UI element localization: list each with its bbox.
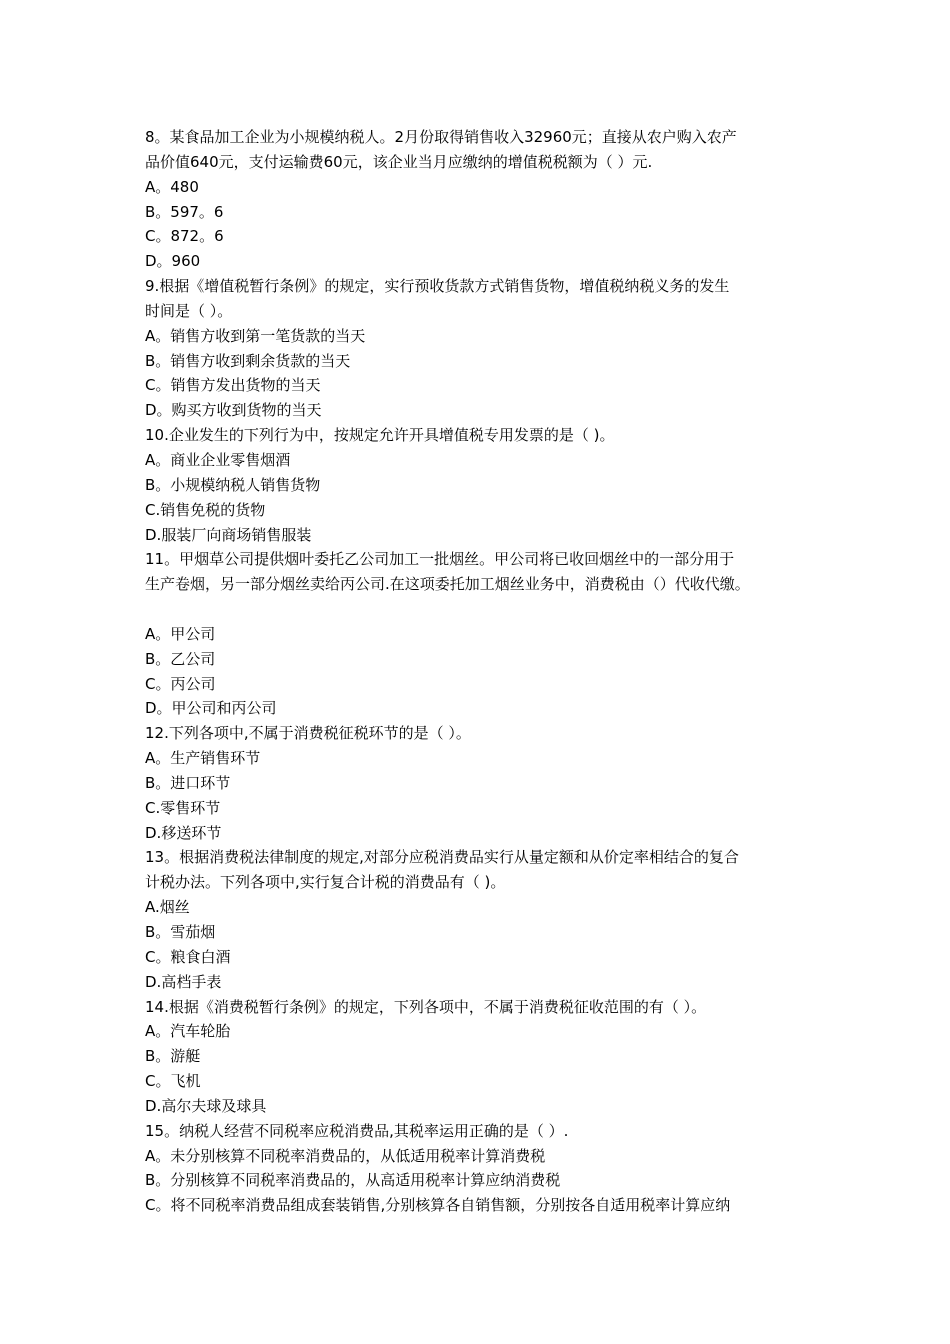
question-14-text: 14.根据《消费税暂行条例》的规定，下列各项中，不属于消费税征收范围的有（ ）。	[145, 997, 707, 1016]
question-10-text: 10.企业发生的下列行为中，按规定允许开具增值税专用发票的是（ )。	[145, 426, 615, 445]
question-13-text-line-1: 13。根据消费税法律制度的规定,对部分应税消费品实行从量定额和从价定率相结合的复合	[145, 848, 739, 867]
document-body	[145, 125, 825, 1218]
question-9-option-c: C。销售方发出货物的当天	[145, 376, 321, 395]
question-14-option-c: C。飞机	[145, 1072, 201, 1091]
question-9-option-d: D。购买方收到货物的当天	[145, 401, 322, 420]
question-8-option-b: B。597。6	[145, 202, 224, 221]
question-12-option-c: C.零售环节	[145, 798, 221, 817]
question-8-text-line-1: 8。某食品加工企业为小规模纳税人。2月份取得销售收入32960元；直接从农户购入农产	[145, 128, 737, 146]
question-12-option-d: D.移送环节	[145, 823, 222, 842]
question-15-option-a: A。未分别核算不同税率消费品的，从低适用税率计算消费税	[145, 1146, 546, 1165]
question-11-option-b: B。乙公司	[145, 649, 216, 668]
question-11-option-c: C。丙公司	[145, 674, 216, 693]
question-8-text-line-2: 品价值640元，支付运输费60元，该企业当月应缴纳的增值税税额为（ ）元.	[145, 152, 653, 171]
question-9-option-b: B。销售方收到剩余货款的当天	[145, 351, 351, 370]
question-9-text-line-1: 9.根据《增值税暂行条例》的规定，实行预收货款方式销售货物，增值税纳税义务的发生	[145, 277, 730, 296]
question-12-option-a: A。生产销售环节	[145, 749, 261, 768]
question-9-option-a: A。销售方收到第一笔货款的当天	[145, 326, 366, 345]
question-13-option-d: D.高档手表	[145, 972, 222, 991]
question-13-option-b: B。雪茄烟	[145, 923, 216, 941]
question-10-option-c: C.销售免税的货物	[145, 500, 266, 519]
question-11-option-a: A。甲公司	[145, 624, 216, 643]
question-14-option-b: B。游艇	[145, 1047, 201, 1066]
question-12-text: 12.下列各项中,不属于消费税征税环节的是（ ）。	[145, 724, 471, 743]
question-11-text-line-2: 生产卷烟，另一部分烟丝卖给丙公司.在这项委托加工烟丝业务中，消费税由（）代收代缴。	[145, 575, 750, 594]
question-15-text: 15。纳税人经营不同税率应税消费品,其税率运用正确的是（ ）.	[145, 1121, 569, 1140]
question-13-option-c: C。粮食白酒	[145, 947, 231, 966]
question-10-option-a: A。商业企业零售烟酒	[145, 450, 291, 469]
question-10-option-d: D.服装厂向商场销售服装	[145, 525, 312, 544]
question-13-text-line-2: 计税办法。下列各项中,实行复合计税的消费品有（ )。	[145, 873, 506, 892]
question-10-option-b: B。小规模纳税人销售货物	[145, 475, 321, 494]
question-8-option-a: A。480	[145, 177, 199, 196]
question-8-option-d: D。960	[145, 252, 201, 271]
question-11-text-line-1: 11。甲烟草公司提供烟叶委托乙公司加工一批烟丝。甲公司将已收回烟丝中的一部分用于	[145, 550, 735, 569]
question-15-option-b: B。分别核算不同税率消费品的，从高适用税率计算应纳消费税	[145, 1171, 561, 1190]
question-9-text-line-2: 时间是（ ）。	[145, 301, 233, 320]
question-8-option-c: C。872。6	[145, 227, 224, 246]
blank-line	[145, 597, 825, 622]
question-11-option-d: D。甲公司和丙公司	[145, 699, 277, 718]
question-14-option-a: A。汽车轮胎	[145, 1022, 231, 1041]
question-12-option-b: B。进口环节	[145, 773, 231, 792]
question-15-option-c: C。将不同税率消费品组成套装销售,分别核算各自销售额，分别按各自适用税率计算应纳	[145, 1196, 731, 1215]
question-13-option-a: A.烟丝	[145, 898, 190, 917]
question-14-option-d: D.高尔夫球及球具	[145, 1096, 267, 1115]
